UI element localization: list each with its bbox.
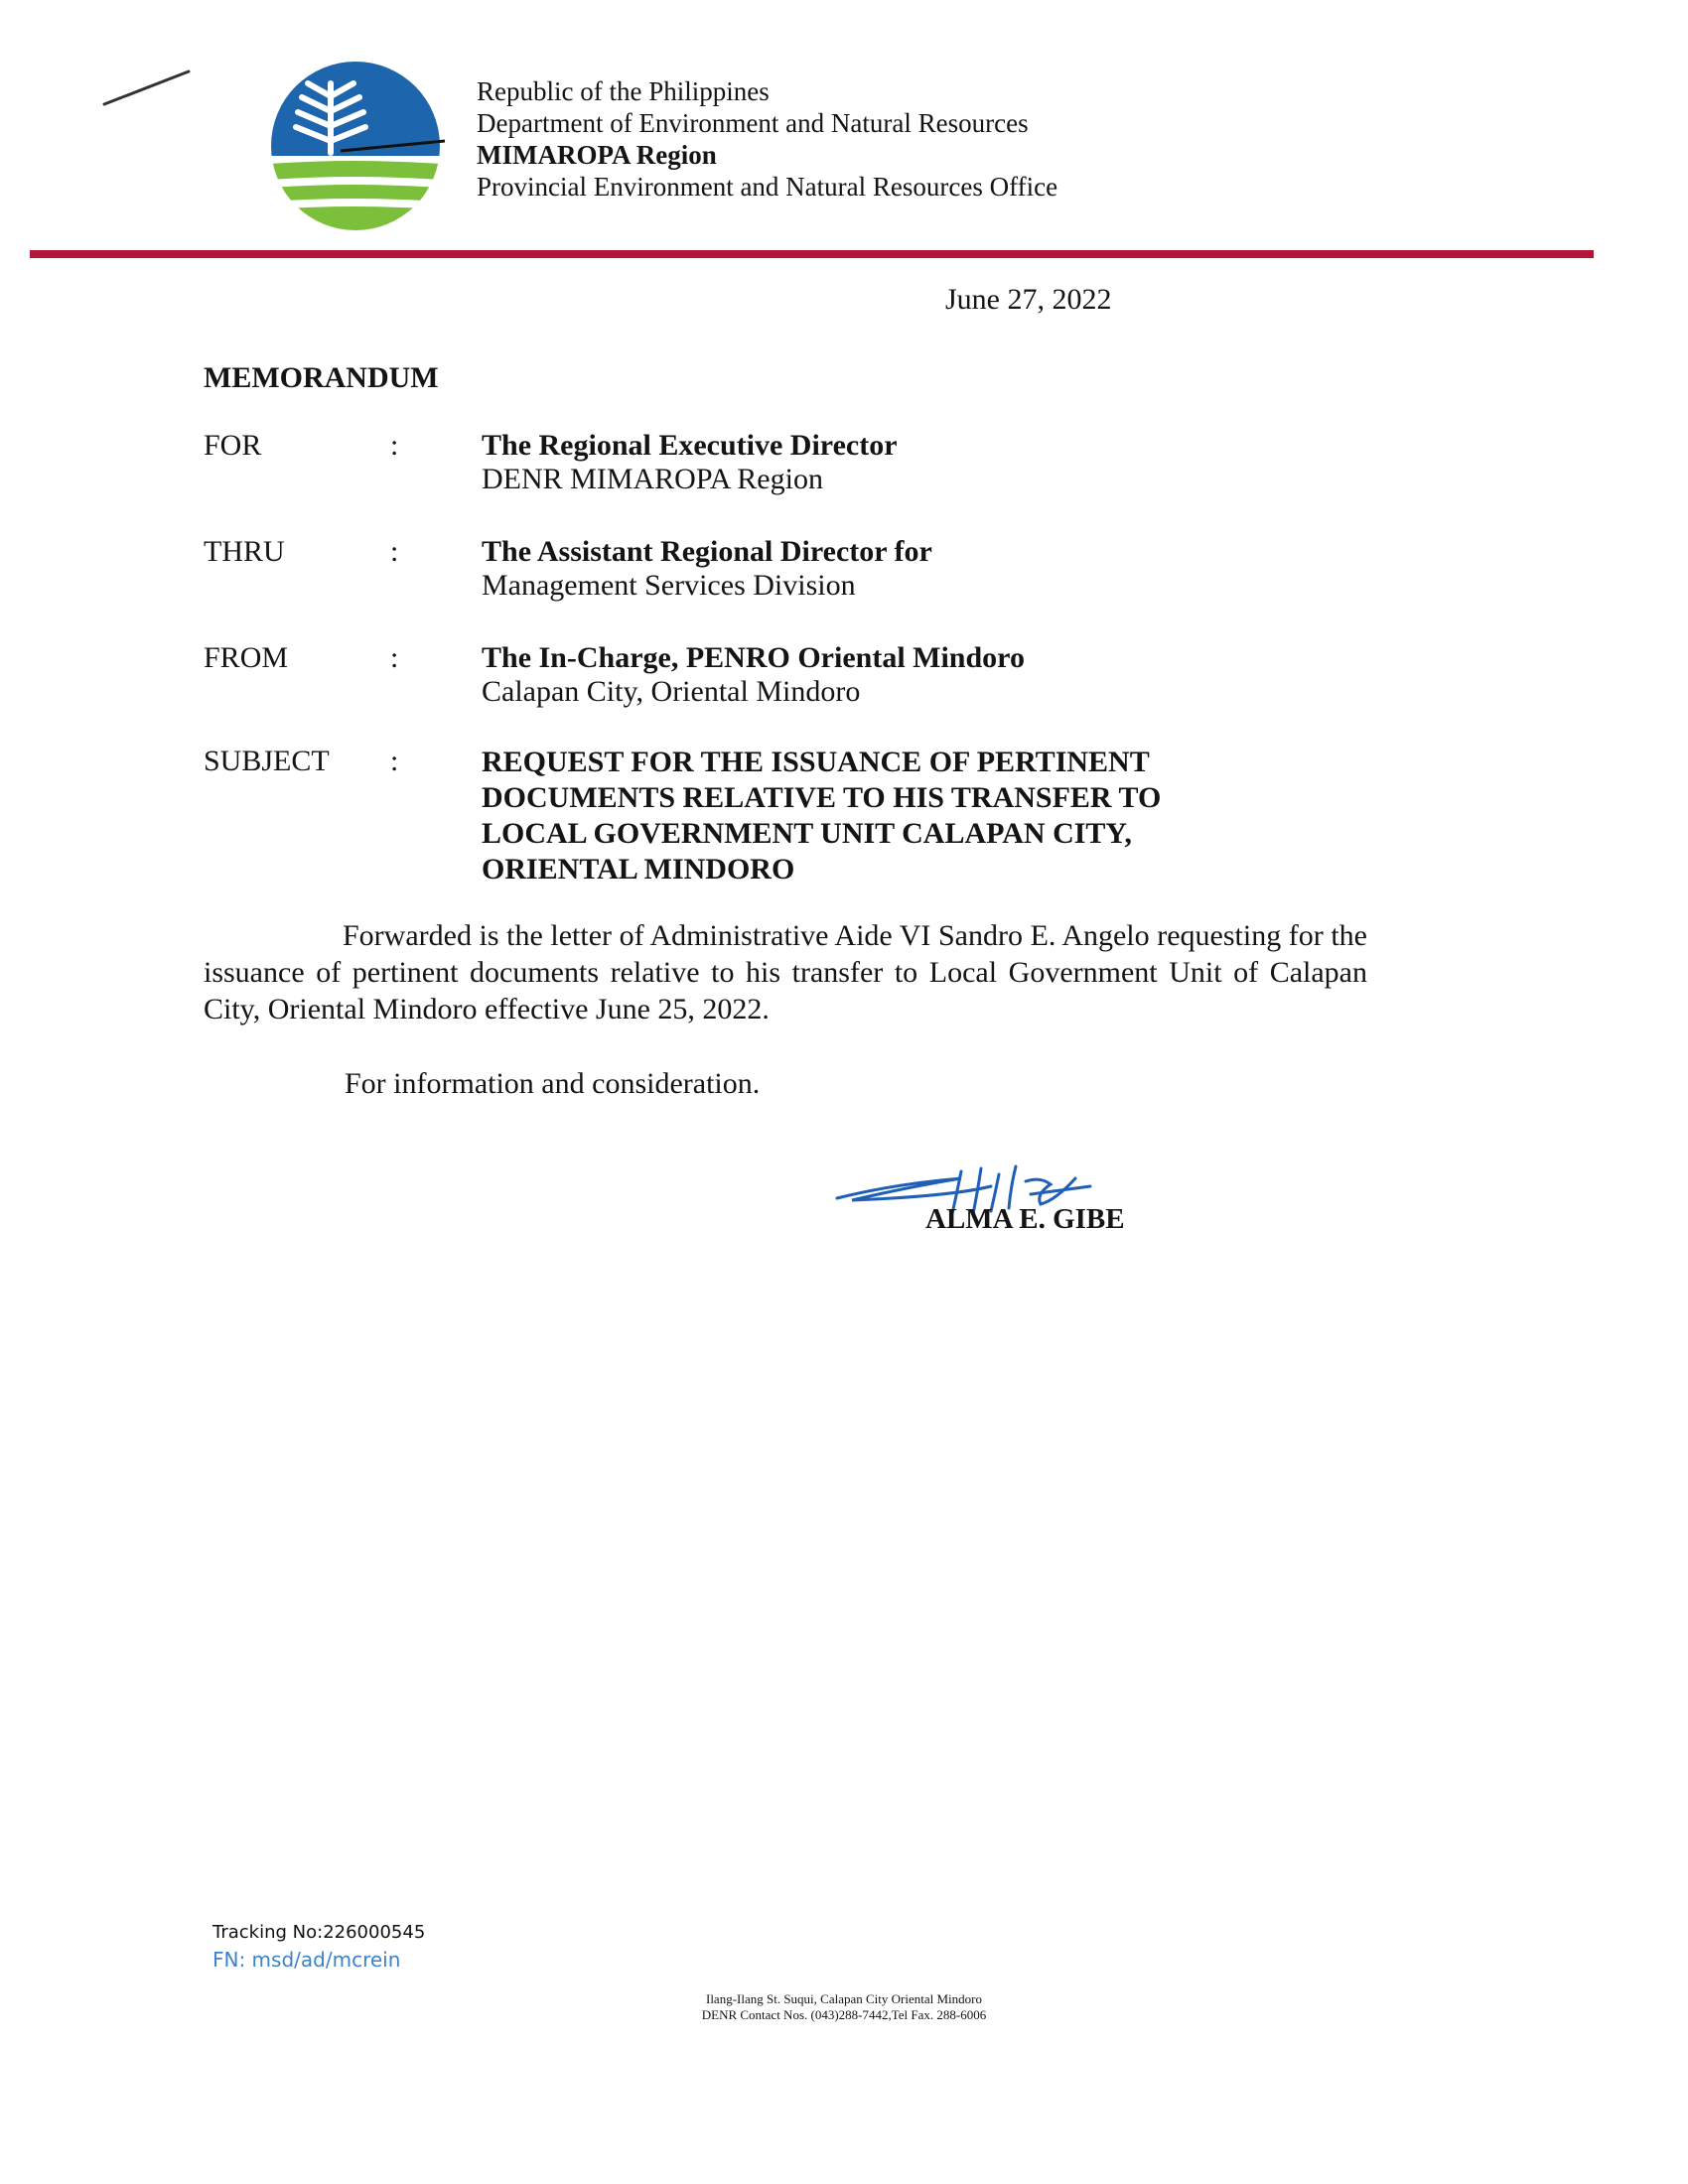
thru-colon: : [390, 535, 399, 568]
letterhead-line-2: Department of Environment and Natural Resources [477, 108, 1029, 138]
memo-date: June 27, 2022 [945, 283, 1112, 316]
subject-label: SUBJECT [204, 745, 330, 777]
letterhead-text [477, 75, 1057, 203]
file-name: FN: msd/ad/mcrein [212, 1948, 401, 1972]
pen-mark [99, 60, 199, 119]
footer-line-1: Ilang-Ilang St. Suqui, Calapan City Oriental Mindoro [705, 1991, 982, 2006]
footer-address [0, 1991, 1688, 2023]
subject-colon: : [390, 745, 399, 777]
header-rule [30, 250, 1594, 258]
memo-closing: For information and consideration. [345, 1067, 761, 1100]
memo-body: Forwarded is the letter of Administrative Aide VI Sandro E. Angelo requesting for the issuance of pertinent documents relative to his transfer to Local Government Unit of Calapan City, Oriental Mindoro effective June 25, 2022. [204, 919, 1367, 1025]
for-recipient: The Regional Executive Director [482, 429, 898, 462]
letterhead-line-4: Provincial Environment and Natural Resources Office [477, 172, 1058, 202]
from-sender: The In-Charge, PENRO Oriental Mindoro [482, 641, 1025, 674]
thru-recipient-office: Management Services Division [482, 569, 856, 602]
subject-text: REQUEST FOR THE ISSUANCE OF PERTINENT DOCUMENTS RELATIVE TO HIS TRANSFER TO LOCAL GOVERNMENT UNIT CALAPAN CITY, ORIENTAL MINDORO [482, 746, 1162, 886]
from-label: FROM [204, 641, 289, 674]
thru-recipient: The Assistant Regional Director for [482, 535, 932, 568]
denr-logo-icon [256, 62, 455, 230]
letterhead-line-1: Republic of the Philippines [477, 76, 770, 106]
for-colon: : [390, 429, 399, 462]
letterhead-line-3: MIMAROPA Region [477, 140, 717, 170]
tracking-number: Tracking No:226000545 [212, 1922, 426, 1943]
for-label: FOR [204, 429, 262, 462]
memo-title: MEMORANDUM [204, 361, 439, 394]
from-sender-location: Calapan City, Oriental Mindoro [482, 675, 861, 708]
thru-label: THRU [204, 535, 285, 568]
footer-line-2: DENR Contact Nos. (043)288-7442,Tel Fax. 288-6006 [701, 2007, 987, 2022]
signatory-name: ALMA E. GIBE [925, 1203, 1125, 1235]
from-colon: : [390, 641, 399, 674]
for-recipient-office: DENR MIMAROPA Region [482, 463, 823, 495]
